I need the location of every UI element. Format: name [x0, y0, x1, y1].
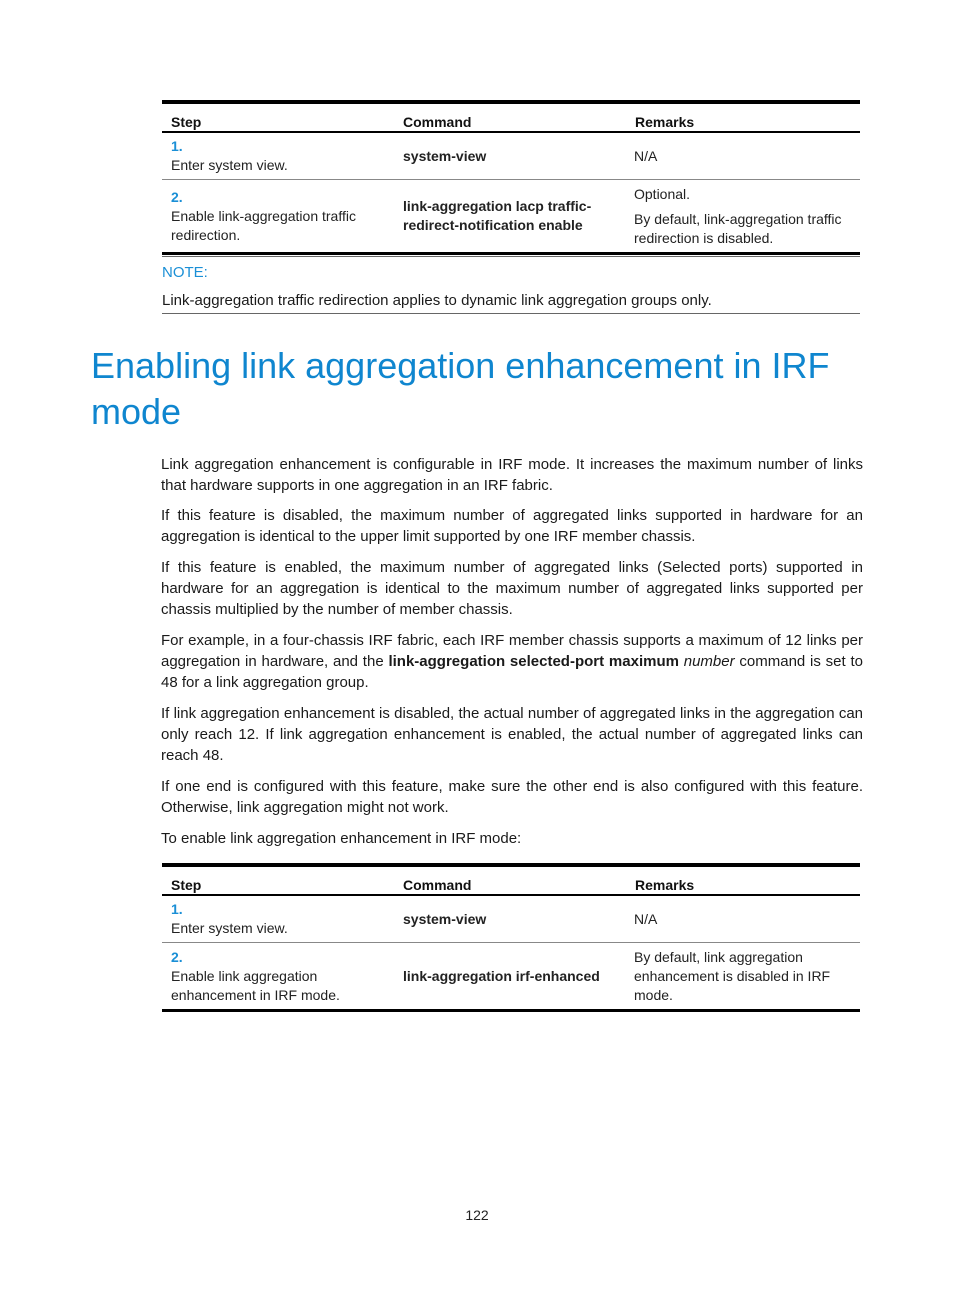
command-name: link-aggregation selected-port maximum: [388, 653, 679, 670]
section-title: Enabling link aggregation enhancement in IRF mode: [91, 345, 830, 432]
step-text: Enable link-aggregation traffic redirection.: [171, 207, 356, 243]
remarks-text: N/A: [634, 910, 658, 927]
steps-table-irf-enhancement: [162, 863, 860, 1012]
header-step: Step: [171, 114, 202, 130]
steps-table-traffic-redirection: [162, 100, 860, 255]
step-number: 2.: [171, 948, 183, 965]
paragraph: If this feature is enabled, the maximum number of aggregated links (Selected ports) supported in hardware for an aggregation is identical to the maximum number of aggregated links supported per chassis multiplied by the number of member chassis.: [161, 559, 863, 618]
table-row: [162, 943, 860, 1011]
command-cell: system-view: [403, 910, 487, 927]
command-cell: link-aggregation irf-enhanced: [403, 967, 600, 984]
table-row: [162, 180, 860, 254]
table-header-row: [162, 102, 860, 132]
header-remarks: Remarks: [635, 114, 695, 130]
step-cell: [162, 895, 394, 943]
note-box: [162, 256, 860, 314]
step-cell: [162, 132, 394, 180]
paragraph-text: For example, in a four-chassis IRF fabric, each IRF member chassis supports a maximum of 12 links per aggregation in hardware, and the: [161, 632, 863, 670]
paragraph-example: [161, 630, 863, 693]
paragraph: If this feature is disabled, the maximum number of aggregated links supported in hardware for an aggregation is identical to the upper limit supported by one IRF member chassis.: [161, 507, 863, 545]
step-number: 1.: [171, 901, 183, 917]
remarks-text: By default, link aggregation enhancement is disabled in IRF mode.: [634, 948, 831, 1003]
remarks-cell: [626, 895, 860, 943]
step-text: Enable link aggregation enhancement in IRF mode.: [171, 967, 340, 1003]
paragraph-text: command is set to 48 for a link aggregation group.: [161, 653, 863, 691]
step-cell: [162, 943, 394, 1011]
remarks-text: Optional.: [634, 185, 691, 202]
paragraph: If one end is configured with this feature, make sure the other end is also configured with this feature. Otherwise, link aggregation might not work.: [161, 778, 863, 816]
header-command: Command: [403, 114, 472, 130]
step-number: 1.: [171, 138, 183, 154]
command-cell: system-view: [403, 147, 487, 164]
paragraph: To enable link aggregation enhancement in IRF mode:: [161, 830, 522, 847]
table-row: [162, 895, 860, 943]
paragraph: If link aggregation enhancement is disabled, the actual number of aggregated links in the aggregation can only reach 12. If link aggregation enhancement is enabled, the actual number of aggregated links can reach 48.: [161, 705, 863, 764]
page-number: 122: [465, 1207, 489, 1223]
table-header-row: [162, 865, 860, 895]
remarks-text: N/A: [634, 147, 658, 164]
table-row: [162, 132, 860, 180]
step-cell: [162, 180, 394, 254]
step-number: 2.: [171, 188, 183, 205]
header-remarks: Remarks: [635, 877, 695, 893]
step-text: Enter system view.: [171, 920, 288, 936]
remarks-cell: [626, 943, 860, 1011]
header-command: Command: [403, 877, 472, 893]
command-argument: number: [683, 653, 735, 670]
paragraph: Link aggregation enhancement is configurable in IRF mode. It increases the maximum number of links that hardware supports in one aggregation in an IRF fabric.: [161, 456, 863, 494]
remarks-text: By default, link-aggregation traffic redirection is disabled.: [634, 210, 842, 246]
step-text: Enter system view.: [171, 157, 288, 173]
header-step: Step: [171, 877, 202, 893]
remarks-cell: [626, 180, 860, 254]
note-label: NOTE:: [162, 264, 208, 281]
remarks-cell: [626, 132, 860, 180]
command-cell: link-aggregation lacp traffic-redirect-notification enable: [403, 198, 592, 233]
note-text: Link-aggregation traffic redirection applies to dynamic link aggregation groups only.: [162, 292, 712, 309]
